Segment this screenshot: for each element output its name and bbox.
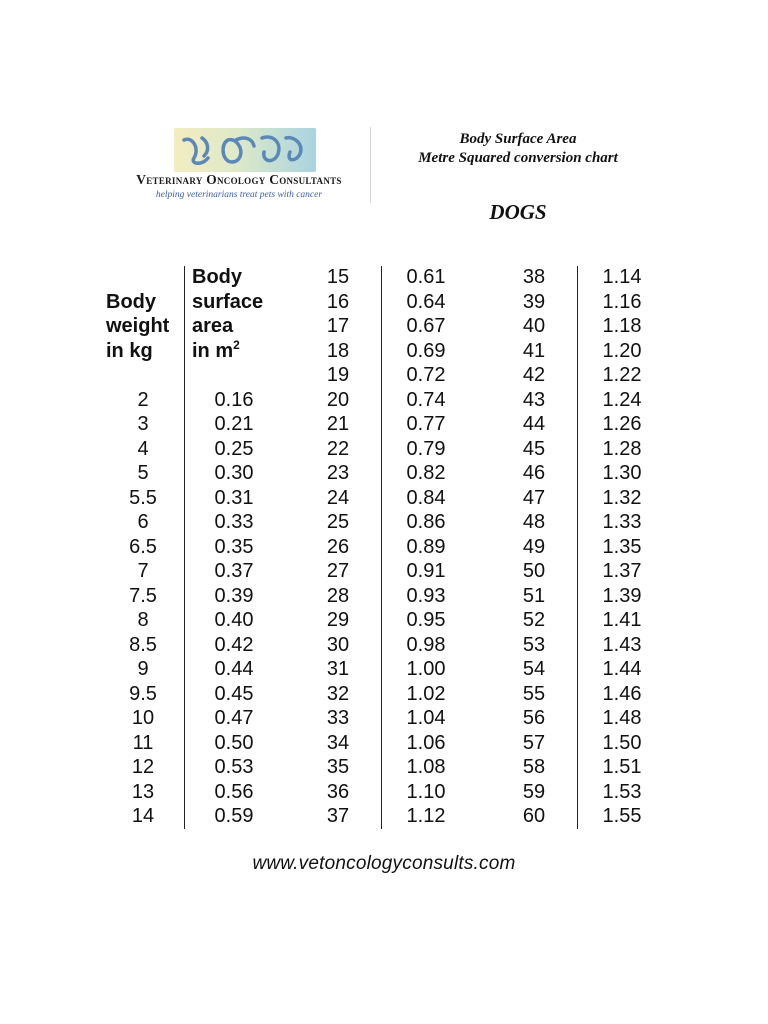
area-cell: 0.39: [214, 584, 254, 607]
weight-cell: 16: [326, 290, 350, 313]
area-cell: 1.48: [602, 707, 642, 729]
weight-header-line-2: weight: [106, 315, 170, 337]
weight-cell: 18: [326, 339, 350, 362]
page-title: Body Surface Area: [459, 131, 577, 147]
weight-cell: 21: [326, 413, 350, 435]
area-cell: 1.16: [602, 290, 642, 313]
area-cell: 1.02: [406, 682, 446, 705]
area-cell: 0.16: [214, 388, 254, 411]
weight-cell: 29: [326, 609, 350, 631]
weight-cell: 5.5: [129, 486, 157, 509]
area-cell: 0.50: [214, 731, 254, 754]
area-cell: 0.44: [214, 658, 254, 680]
weight-cell: 4: [137, 437, 149, 460]
weight-column-3: [498, 265, 570, 829]
weight-cell: 8.5: [129, 633, 157, 656]
weight-cell: 58: [522, 756, 546, 778]
weight-cell: 51: [522, 584, 546, 607]
area-cell: 1.43: [602, 633, 642, 656]
header-divider: [370, 127, 371, 203]
weight-cell: 33: [326, 707, 350, 729]
weight-column-1: [106, 265, 180, 829]
weight-cell: 20: [326, 388, 350, 411]
area-unit: in m: [192, 339, 234, 362]
area-cell: 0.93: [406, 584, 446, 607]
weight-cell: 57: [522, 731, 546, 754]
area-cell: 1.28: [602, 437, 642, 460]
header-spacer: [106, 363, 180, 388]
weight-cell: 31: [326, 658, 350, 680]
area-cell: 0.47: [214, 707, 254, 729]
area-cell: 0.30: [214, 462, 254, 484]
weight-cell: 12: [131, 756, 155, 778]
area-cell: 1.08: [406, 756, 446, 778]
weight-cell: 7: [137, 560, 149, 582]
weight-cell: 50: [522, 560, 546, 582]
area-cell: 1.37: [602, 560, 642, 582]
weight-cell: 35: [326, 756, 350, 778]
area-cell: 0.25: [214, 437, 254, 460]
area-cell: 1.18: [602, 315, 642, 337]
area-cell: 0.64: [406, 290, 446, 313]
area-cell: 0.40: [214, 609, 254, 631]
weight-cell: 48: [522, 511, 546, 533]
weight-cell: 17: [326, 315, 350, 337]
area-cell: 1.55: [602, 805, 642, 827]
area-cell: 1.53: [602, 780, 642, 803]
area-header-line-2: surface: [192, 290, 264, 313]
area-cell: 0.31: [214, 486, 254, 509]
page-subtitle: Metre Squared conversion chart: [418, 150, 618, 166]
area-header-line-3: area: [192, 315, 234, 337]
weight-cell: 55: [522, 682, 546, 705]
area-cell: 0.79: [406, 437, 446, 460]
area-column-3: [584, 265, 660, 829]
area-cell: 0.42: [214, 633, 254, 656]
area-cell: 0.56: [214, 780, 254, 803]
area-cell: 0.77: [406, 413, 446, 435]
area-cell: 0.45: [214, 682, 254, 705]
weight-cell: 42: [522, 364, 546, 386]
weight-column-2: [302, 265, 374, 829]
weight-cell: 45: [522, 437, 546, 460]
area-cell: 0.33: [214, 511, 254, 533]
weight-cell: 22: [326, 437, 350, 460]
area-cell: 1.00: [406, 658, 446, 680]
area-cell: 1.51: [602, 756, 642, 778]
area-cell: 1.35: [602, 535, 642, 558]
area-cell: 0.35: [214, 535, 254, 558]
weight-cell: 6.5: [129, 535, 157, 558]
weight-cell: 39: [522, 290, 546, 313]
weight-cell: 37: [326, 805, 350, 827]
column-divider-1: [184, 266, 185, 829]
logo-artwork: [174, 128, 316, 172]
logo-tagline: helping veterinarians treat pets with cancer: [155, 190, 323, 200]
weight-cell: 11: [132, 731, 154, 754]
area-cell: 1.41: [602, 609, 642, 631]
area-cell: 1.20: [602, 339, 642, 362]
area-cell: 1.14: [602, 266, 642, 288]
column-divider-3: [577, 266, 578, 829]
weight-cell: 44: [522, 413, 546, 435]
weight-cell: 14: [131, 805, 155, 827]
area-cell: 1.30: [602, 462, 642, 484]
area-cell: 0.72: [406, 364, 446, 386]
area-cell: 0.84: [406, 486, 446, 509]
column-divider-2: [381, 266, 382, 829]
area-header-line-1: Body: [192, 266, 242, 288]
area-cell: 0.89: [406, 535, 446, 558]
header-spacer: [192, 363, 276, 388]
weight-cell: 40: [522, 315, 546, 337]
area-cell: 1.46: [602, 682, 642, 705]
company-logo: [108, 124, 370, 204]
area-cell: 0.74: [406, 388, 446, 411]
weight-cell: 24: [326, 486, 350, 509]
weight-cell: 32: [326, 682, 350, 705]
weight-cell: 53: [522, 633, 546, 656]
area-cell: 0.37: [214, 560, 254, 582]
area-cell: 0.67: [406, 315, 446, 337]
area-values-1: [192, 388, 276, 829]
weight-cell: 59: [522, 780, 546, 803]
species-heading: DOGS: [489, 200, 547, 224]
weight-cell: 47: [522, 486, 546, 509]
weight-cell: 60: [522, 805, 546, 827]
area-cell: 0.53: [214, 756, 254, 778]
weight-cell: 27: [326, 560, 350, 582]
weight-cell: 6: [137, 511, 149, 533]
area-cell: 1.10: [406, 780, 446, 803]
weight-cell: 26: [326, 535, 350, 558]
weight-cell: 7.5: [129, 584, 157, 607]
area-cell: 0.86: [406, 511, 446, 533]
area-cell: 1.12: [406, 805, 446, 827]
area-cell: 0.59: [214, 805, 254, 827]
area-cell: 0.21: [214, 413, 254, 435]
weight-cell: 19: [326, 364, 350, 386]
animal-silhouettes-icon: [174, 128, 316, 172]
website-url[interactable]: www.vetoncologyconsults.com: [252, 853, 516, 874]
logo-company-name: Veterinary Oncology Consultants: [136, 172, 342, 187]
area-cell: 1.22: [602, 364, 642, 386]
weight-header-line-1: Body: [106, 290, 156, 313]
area-cell: 0.95: [406, 609, 446, 631]
area-cell: 1.06: [406, 731, 446, 754]
area-cell: 0.82: [406, 462, 446, 484]
weight-cell: 28: [326, 584, 350, 607]
area-cell: 1.44: [602, 658, 642, 680]
area-cell: 1.32: [602, 486, 642, 509]
area-cell: 0.61: [406, 266, 446, 288]
weight-cell: 15: [326, 266, 350, 288]
weight-cell: 9.5: [129, 682, 157, 705]
area-column-2: [390, 265, 462, 829]
weight-cell: 5: [137, 462, 149, 484]
weight-values-1: [106, 388, 180, 829]
area-cell: 1.24: [602, 388, 642, 411]
weight-cell: 56: [522, 707, 546, 729]
weight-cell: 3: [137, 413, 149, 435]
area-cell: 0.91: [406, 560, 446, 582]
weight-cell: 34: [326, 731, 350, 754]
area-cell: 1.50: [602, 731, 642, 754]
weight-cell: 25: [326, 511, 350, 533]
area-unit-exponent: 2: [233, 337, 240, 352]
weight-cell: 23: [326, 462, 350, 484]
weight-cell: 41: [522, 339, 546, 362]
area-cell: 1.04: [406, 707, 446, 729]
area-header-line-4: [192, 339, 276, 364]
weight-cell: 13: [131, 780, 155, 803]
weight-cell: 38: [522, 266, 546, 288]
weight-cell: 30: [326, 633, 350, 656]
weight-cell: 54: [522, 658, 546, 680]
weight-header-line-3: in kg: [106, 339, 153, 362]
area-cell: 0.98: [406, 633, 446, 656]
weight-cell: 46: [522, 462, 546, 484]
area-cell: 0.69: [406, 339, 446, 362]
weight-cell: 43: [522, 388, 546, 411]
weight-cell: 10: [131, 707, 155, 729]
area-cell: 1.26: [602, 413, 642, 435]
weight-cell: 36: [326, 780, 350, 803]
weight-cell: 52: [522, 609, 546, 631]
weight-cell: 2: [137, 388, 149, 411]
weight-cell: 8: [137, 609, 149, 631]
area-cell: 1.39: [602, 584, 642, 607]
area-column-1: [192, 265, 276, 829]
weight-cell: 9: [137, 658, 149, 680]
weight-cell: 49: [522, 535, 546, 558]
area-cell: 1.33: [602, 511, 642, 533]
